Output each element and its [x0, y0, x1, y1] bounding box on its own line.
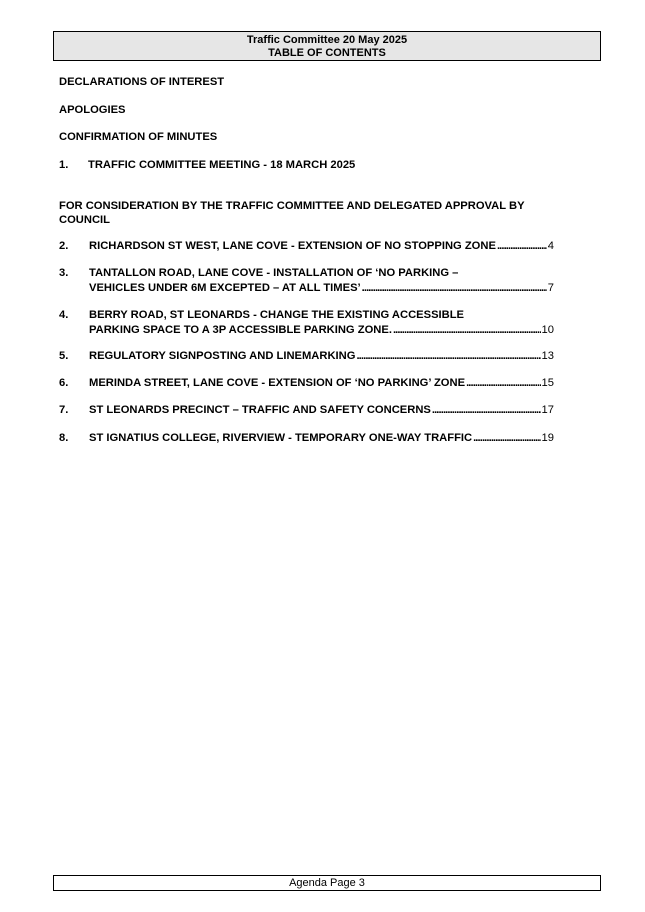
- toc-item-page-number: 17: [541, 404, 554, 416]
- toc-item-title: MERINDA STREET, LANE COVE - EXTENSION OF ‘NO PARKING’ ZONE: [89, 377, 466, 389]
- toc-item-page-number: 19: [541, 432, 554, 444]
- toc-item-page-number: 15: [541, 377, 554, 389]
- toc-item-number: 3.: [59, 267, 69, 279]
- toc-item-body: [89, 350, 554, 365]
- toc-item-title: REGULATORY SIGNPOSTING AND LINEMARKING: [89, 350, 356, 362]
- toc-item-title: ST IGNATIUS COLLEGE, RIVERVIEW - TEMPORARY ONE-WAY TRAFFIC: [89, 432, 473, 444]
- toc-item-body: [89, 309, 554, 339]
- toc-item-body: [89, 432, 554, 447]
- toc-item-title-line1: [89, 267, 554, 282]
- toc-item-page-number: 7: [547, 282, 554, 294]
- toc-leader-dots: [393, 324, 541, 338]
- toc-item-title-line1: [89, 309, 554, 324]
- toc-item-title: BERRY ROAD, ST LEONARDS - CHANGE THE EXISTING ACCESSIBLE: [89, 309, 465, 321]
- toc-item-last-line: [89, 432, 554, 447]
- toc-item-last-line: [89, 350, 554, 365]
- toc-item-page-number: 13: [541, 350, 554, 362]
- toc-leader-dots: [497, 240, 547, 254]
- toc-leader-dots: [473, 432, 540, 446]
- minutes-item-number: 1.: [59, 159, 69, 171]
- toc-leader-dots: [466, 377, 540, 391]
- toc-item-page-number: 4: [547, 240, 554, 252]
- toc-item-last-line: [89, 240, 554, 255]
- minutes-item-title: TRAFFIC COMMITTEE MEETING - 18 MARCH 2025: [88, 159, 356, 171]
- toc-item-last-line: [89, 324, 554, 339]
- toc-item-number: 8.: [59, 432, 69, 444]
- toc-item-body: [89, 267, 554, 297]
- toc-leader-dots: [356, 350, 540, 364]
- toc-item-number: 7.: [59, 404, 69, 416]
- heading-consideration: FOR CONSIDERATION BY THE TRAFFIC COMMITTEE AND DELEGATED APPROVAL BY COUNCIL: [59, 200, 525, 226]
- footer-page-label: Agenda Page 3: [289, 877, 365, 889]
- toc-item-body: [89, 240, 554, 255]
- toc-item-title-continued: VEHICLES UNDER 6M EXCEPTED – AT ALL TIMES’: [89, 282, 361, 294]
- toc-item-number: 6.: [59, 377, 69, 389]
- toc-item-number: 2.: [59, 240, 69, 252]
- toc-item-body: [89, 404, 554, 419]
- header-subtitle: TABLE OF CONTENTS: [268, 47, 386, 59]
- header-title: Traffic Committee 20 May 2025: [246, 34, 408, 46]
- toc-item-title: RICHARDSON ST WEST, LANE COVE - EXTENSION OF NO STOPPING ZONE: [89, 240, 496, 252]
- toc-item-title-continued: PARKING SPACE TO A 3P ACCESSIBLE PARKING ZONE.: [89, 324, 392, 336]
- toc-item-last-line: [89, 404, 554, 419]
- document-header: [53, 31, 601, 61]
- toc-item-last-line: [89, 282, 554, 297]
- toc-item-body: [89, 377, 554, 392]
- heading-declarations: DECLARATIONS OF INTEREST: [59, 76, 225, 88]
- toc-leader-dots: [432, 404, 541, 418]
- page-footer: [53, 875, 601, 891]
- toc-item-number: 4.: [59, 309, 69, 321]
- heading-confirmation: CONFIRMATION OF MINUTES: [59, 131, 218, 143]
- toc-item-title: TANTALLON ROAD, LANE COVE - INSTALLATION OF ‘NO PARKING –: [89, 267, 459, 279]
- heading-apologies: APOLOGIES: [59, 104, 126, 116]
- toc-leader-dots: [362, 282, 547, 296]
- toc-item-number: 5.: [59, 350, 69, 362]
- toc-item-title: ST LEONARDS PRECINCT – TRAFFIC AND SAFETY CONCERNS: [89, 404, 431, 416]
- toc-item-page-number: 10: [541, 324, 554, 336]
- toc-item-last-line: [89, 377, 554, 392]
